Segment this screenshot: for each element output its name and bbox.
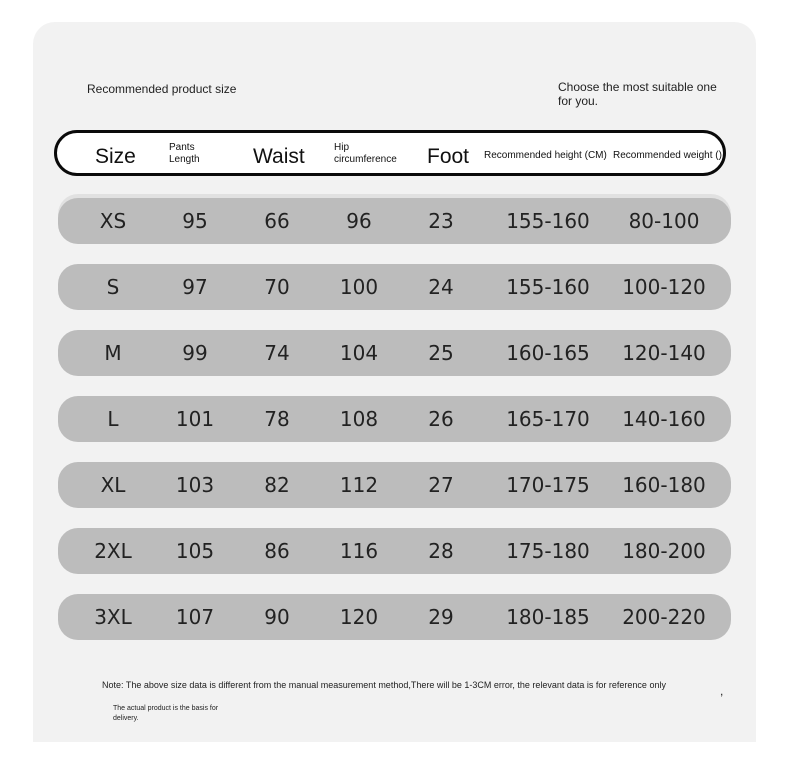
cell-height: 155-160 [506, 209, 590, 233]
column-header-bar [54, 130, 726, 176]
column-foot: Foot [427, 145, 470, 168]
cell-foot: 25 [428, 341, 454, 365]
cell-hip: 96 [346, 209, 372, 233]
cell-waist: 86 [264, 539, 290, 563]
cell-weight: 160-180 [622, 473, 706, 497]
table-row [58, 264, 731, 310]
cell-waist: 74 [264, 341, 290, 365]
cell-pants-length: 95 [182, 209, 208, 233]
cell-foot: 23 [428, 209, 454, 233]
cell-height: 175-180 [506, 539, 590, 563]
cell-size: S [106, 275, 120, 299]
cell-size: 2XL [94, 539, 132, 563]
cell-foot: 24 [428, 275, 454, 299]
cell-waist: 66 [264, 209, 290, 233]
cell-hip: 112 [339, 473, 379, 497]
column-recommended-weight: Recommended weight () [613, 150, 722, 161]
chart-title: Recommended product size [87, 82, 237, 96]
cell-foot: 26 [428, 407, 454, 431]
card-bottom-edge [33, 742, 756, 759]
cell-hip: 116 [339, 539, 379, 563]
cell-height: 170-175 [506, 473, 590, 497]
cell-pants-length: 99 [182, 341, 208, 365]
cell-weight: 140-160 [622, 407, 706, 431]
column-pants-length: Pants Length [169, 142, 200, 165]
cell-pants-length: 107 [175, 605, 215, 629]
column-recommended-height: Recommended height (CM) [484, 150, 607, 161]
cell-weight: 100-120 [622, 275, 706, 299]
column-size: Size [95, 145, 136, 168]
cell-size: L [107, 407, 119, 431]
cell-hip: 120 [339, 605, 379, 629]
cell-pants-length: 105 [175, 539, 215, 563]
cell-foot: 27 [428, 473, 454, 497]
cell-height: 180-185 [506, 605, 590, 629]
cell-size: XL [100, 473, 126, 497]
column-waist: Waist [253, 145, 305, 168]
column-hip-circumference: Hip circumference [334, 142, 397, 165]
table-row [58, 396, 731, 442]
cell-hip: 108 [339, 407, 379, 431]
cell-hip: 100 [339, 275, 379, 299]
table-row [58, 594, 731, 640]
cell-weight: 180-200 [622, 539, 706, 563]
chart-subtitle: Choose the most suitable one for you. [558, 80, 717, 108]
cell-foot: 28 [428, 539, 454, 563]
cell-size: M [104, 341, 122, 365]
measurement-note: Note: The above size data is different from the manual measurement method,There will be 1-3CM error, the relevant data is for reference only [102, 680, 666, 690]
table-row [58, 462, 731, 508]
cell-height: 165-170 [506, 407, 590, 431]
delivery-note: The actual product is the basis for delivery. [113, 705, 219, 722]
cell-waist: 78 [264, 407, 290, 431]
cell-waist: 70 [264, 275, 290, 299]
cell-height: 160-165 [506, 341, 590, 365]
cell-waist: 82 [264, 473, 290, 497]
cell-weight: 80-100 [628, 209, 700, 233]
cell-weight: 200-220 [622, 605, 706, 629]
cell-size: 3XL [94, 605, 132, 629]
cell-pants-length: 97 [182, 275, 208, 299]
cell-waist: 90 [264, 605, 290, 629]
cell-size: XS [99, 209, 127, 233]
cell-hip: 104 [339, 341, 379, 365]
cell-pants-length: 101 [175, 407, 215, 431]
cell-pants-length: 103 [175, 473, 215, 497]
note-comma: , [720, 684, 724, 698]
cell-weight: 120-140 [622, 341, 706, 365]
table-row [58, 198, 731, 244]
cell-foot: 29 [428, 605, 454, 629]
table-row [58, 528, 731, 574]
table-row [58, 330, 731, 376]
cell-height: 155-160 [506, 275, 590, 299]
